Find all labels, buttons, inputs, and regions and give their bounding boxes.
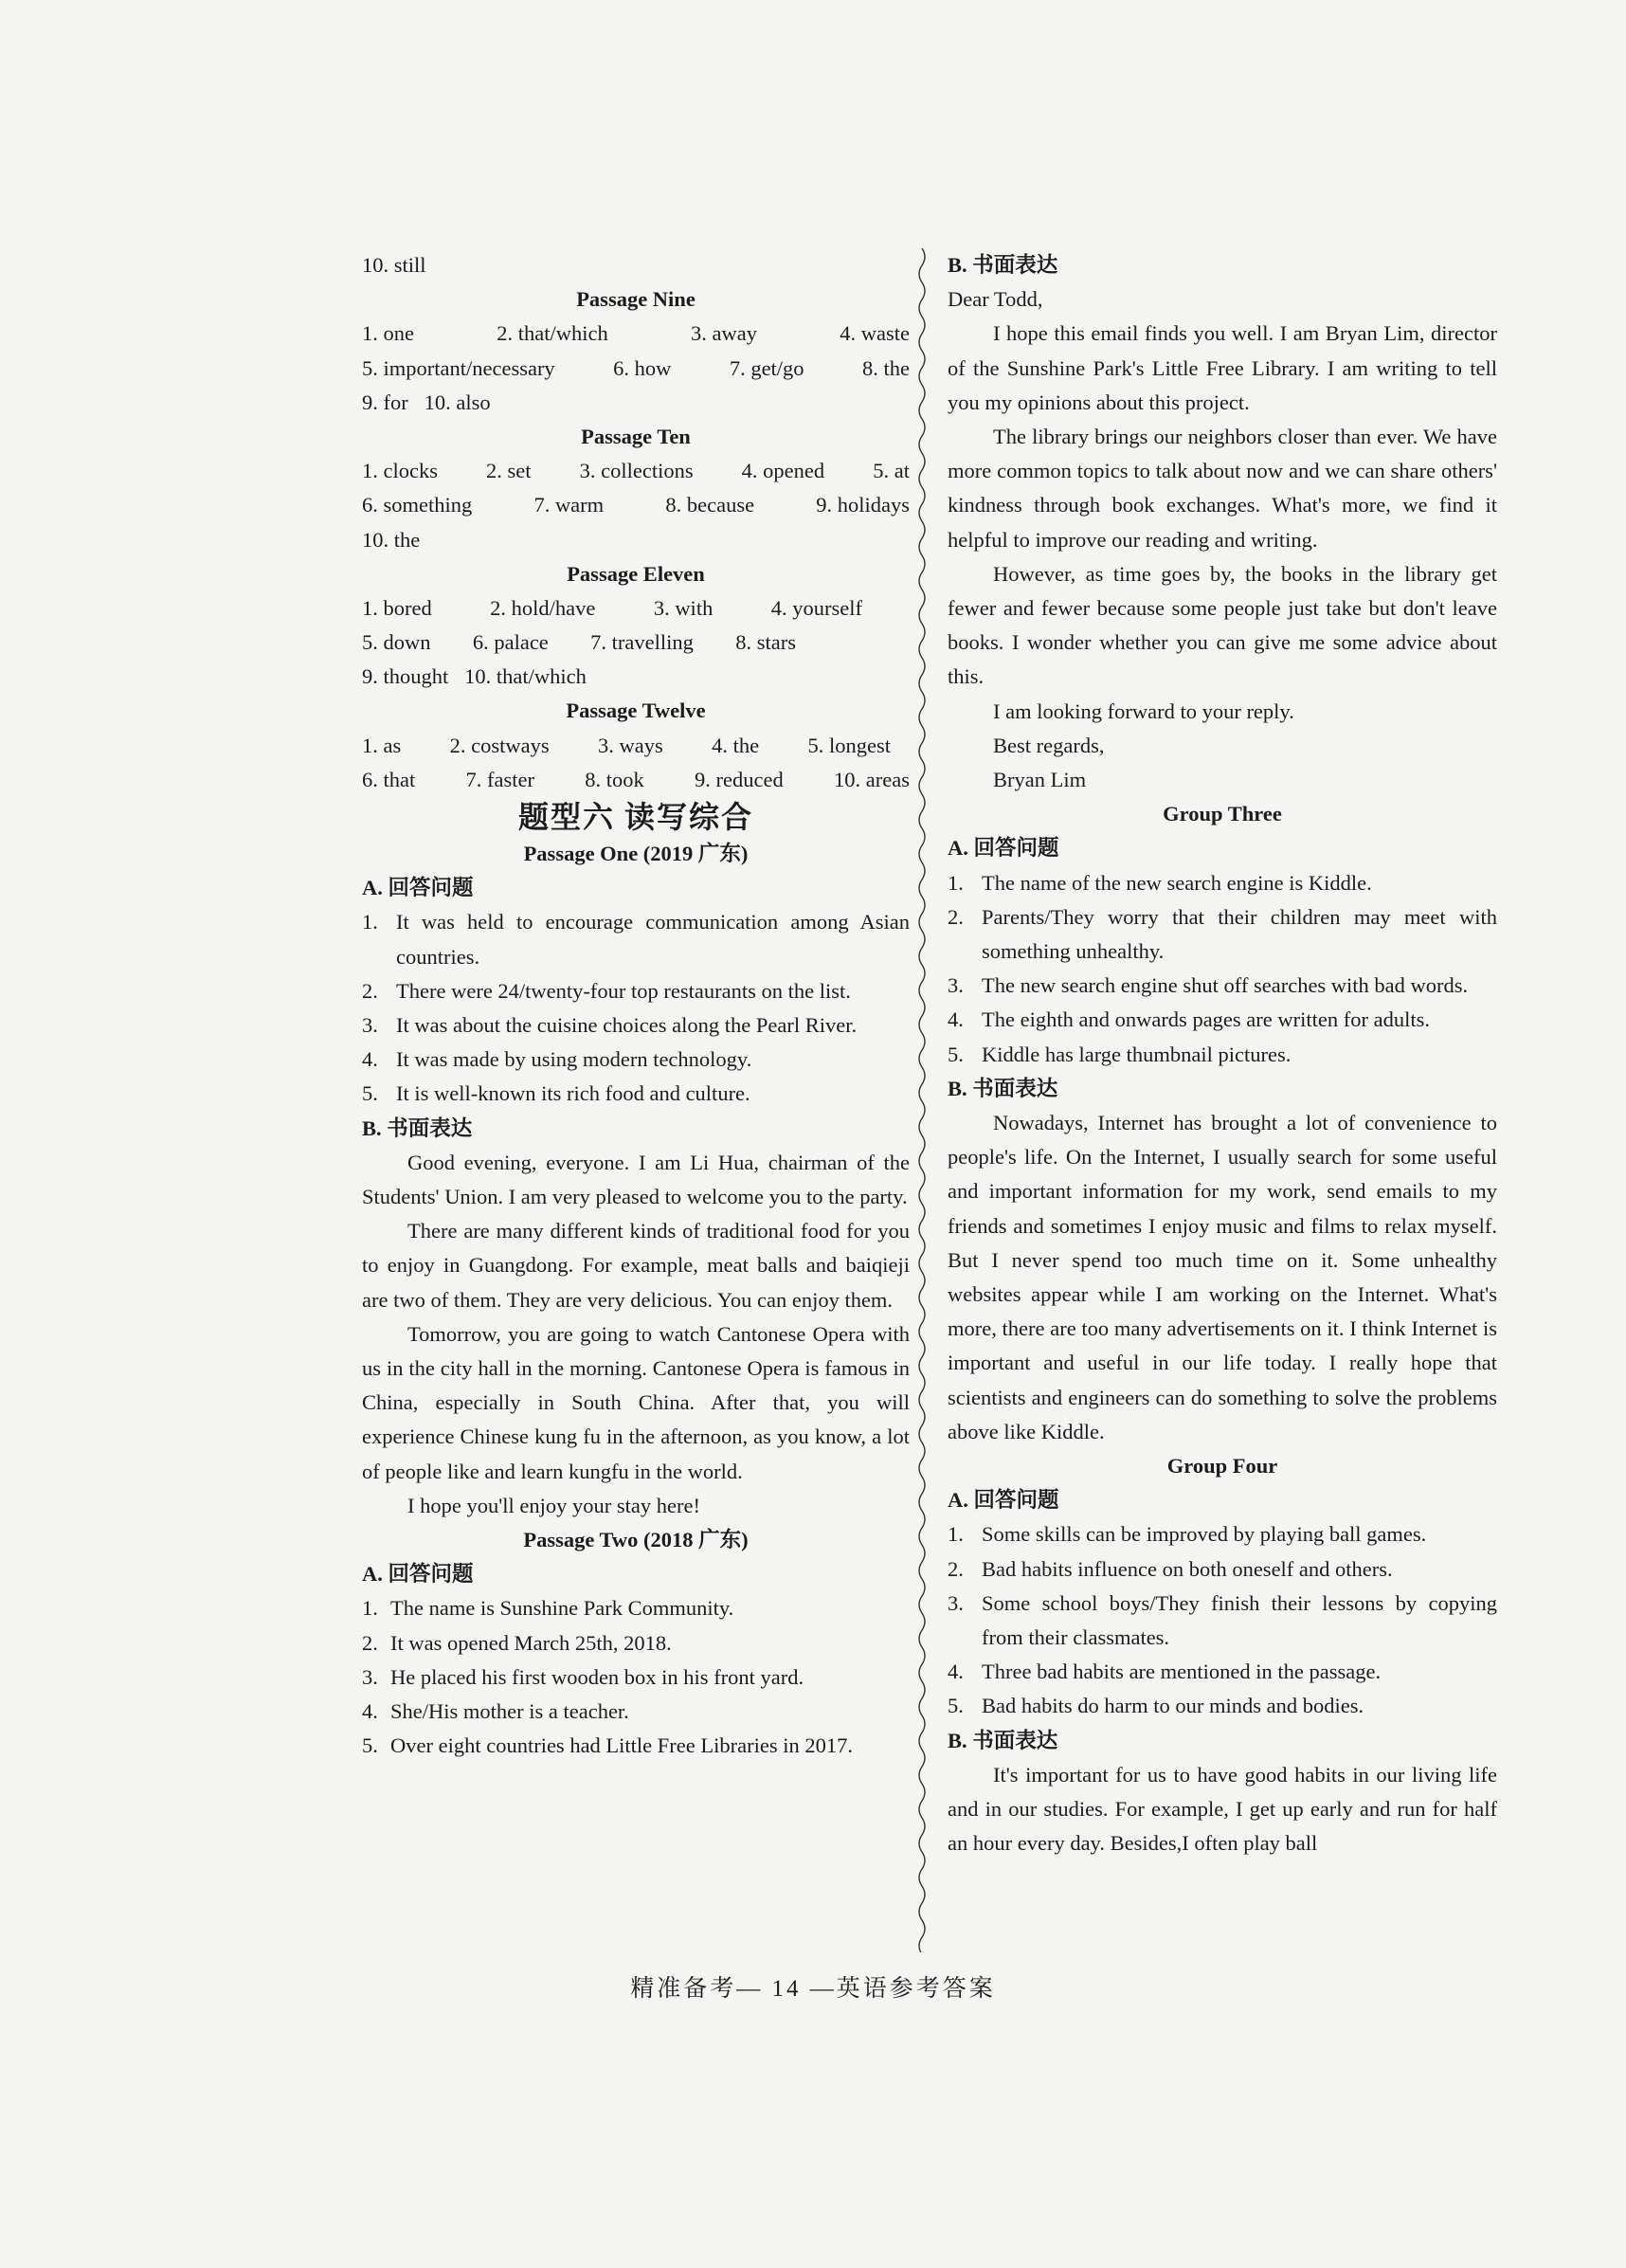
answer-row [362,317,910,351]
passage-ten-title: Passage Ten [581,424,691,448]
answer-cell: 8. took [585,767,644,791]
answer-cell: 7. travelling [590,630,694,655]
answer-cell: 9. reduced [695,767,784,791]
item-number: 1. [948,870,964,895]
answer-row [362,660,910,694]
item-text: Three bad habits are mentioned in the passage. [982,1660,1382,1684]
answer-cell: 1. as [362,733,402,757]
item-number: 4. [362,1047,378,1072]
item-text: The name of the new search engine is Kiddle. [982,870,1372,895]
list-item [948,1655,1497,1689]
item-number: 2. [948,904,964,929]
item-number: 3. [362,1012,378,1037]
part-a-label: A. 回答问题 [362,876,474,900]
letter-paragraph: However, as time goes by, the books in the library get fewer and fewer because some people just take but don't leave books. I wonder whether you can give me some advice about this. [948,561,1497,689]
answer-cell: 8. because [665,493,755,517]
answer-cell: 4. the [712,733,760,757]
essay-paragraph: Tomorrow, you are going to watch Cantonese Opera with us in the city hall in the morning. Cantonese Opera is famous in China, especially in South China. After that, you will experience Chinese kung fu in the afternoon, as you know, a lot of people like and learn kungfu in the world. [362,1321,910,1483]
item-text: The name is Sunshine Park Community. [390,1596,734,1621]
answer-cell: 4. opened [741,459,825,483]
item-text: It is well-known its rich food and culture. [396,1081,750,1106]
answer-cell: 3. ways [598,733,663,757]
part-a-label: A. 回答问题 [948,836,1059,861]
list-item [948,1689,1497,1723]
answer-cell: 3. with [653,595,714,620]
list-item [362,1626,910,1660]
answer-row [362,626,910,660]
list-item [948,1587,1497,1655]
answer-cell: 1. one [362,321,414,346]
part-b-label: B. 书面表达 [948,1728,1058,1752]
item-text: He placed his first wooden box in his front yard. [390,1664,804,1689]
item-text: The eighth and onwards pages are written for adults. [982,1007,1430,1032]
answer-cell: 2. hold/have [490,595,596,620]
list-item [362,1695,910,1729]
answer-cell: 9. holidays [816,493,910,517]
answer-cell: 2. that/which [497,321,608,346]
answer-cell: 5. important/necessary [362,355,555,380]
answer-row [362,729,910,763]
list-item [362,1729,910,1763]
essay-paragraph: It's important for us to have good habits in our living life and in our studies. For example, I get up early and run for half an hour every day. Besides,I often play ball [948,1762,1497,1856]
item-number: 1. [948,1522,964,1547]
item-number: 1. [362,910,378,934]
letter-signature: Bryan Lim [993,768,1087,791]
passage-eleven-title: Passage Eleven [567,561,705,586]
list-item [948,866,1497,900]
column-divider [912,248,931,1952]
answer-cell: 3. away [691,321,757,346]
list-item [362,974,910,1008]
item-text: Bad habits influence on both oneself and others. [982,1556,1393,1581]
group-three-title: Group Three [1163,802,1282,826]
answer-row [362,352,910,386]
passage-two-title: Passage Two (2018 广东) [523,1528,749,1552]
item-number: 3. [948,973,964,998]
essay-paragraph: I hope you'll enjoy your stay here! [407,1493,700,1517]
answer-cell: 9. for [362,390,408,414]
answer-cell: 2. costways [449,733,550,757]
list-item [948,1552,1497,1587]
item-number: 5. [948,1042,964,1066]
item-number: 5. [362,1733,378,1758]
list-item [948,1003,1497,1037]
item-number: 3. [362,1664,378,1689]
answer-cell: 7. get/go [729,355,804,380]
part-b-label: B. 书面表达 [948,1076,1058,1100]
list-item [362,1008,910,1043]
item-text: The new search engine shut off searches with bad words. [982,973,1469,998]
list-item [362,905,910,973]
item-number: 5. [948,1694,964,1718]
list-item [362,1591,910,1625]
letter-closing: Best regards, [993,733,1105,757]
answer-cell: 5. at [873,459,910,483]
answer-cell: 8. the [862,355,910,380]
list-item [948,900,1497,969]
answer-cell: 6. how [613,355,672,380]
item-number: 4. [948,1660,964,1684]
passage-twelve-title: Passage Twelve [566,699,706,723]
item-text: It was about the cuisine choices along the Pearl River. [396,1012,858,1037]
answer-row [362,591,910,626]
letter-paragraph: I am looking forward to your reply. [993,699,1294,723]
item-number: 4. [948,1007,964,1032]
item-number: 5. [362,1081,378,1106]
item-number: 3. [948,1590,964,1615]
essay-paragraph: There are many different kinds of traditional food for you to enjoy in Guangdong. For example, meat balls and baiqieji are two of them. They are very delicious. You can enjoy them. [362,1219,910,1312]
item-text: Some school boys/They finish their lessons by copying from their classmates. [982,1590,1497,1649]
item-text: She/His mother is a teacher. [390,1699,629,1723]
passage-nine-title: Passage Nine [576,287,696,312]
part-a-label: A. 回答问题 [362,1562,474,1587]
item-text: Over eight countries had Little Free Libraries in 2017. [390,1733,853,1758]
item-text: There were 24/twenty-four top restaurants on the list. [396,978,851,1003]
answer-row [362,454,910,488]
part-a-label: A. 回答问题 [948,1488,1059,1513]
answer-cell: 10. areas [834,767,910,791]
list-item [948,969,1497,1003]
item-text: Bad habits do harm to our minds and bodies. [982,1694,1364,1718]
part-b-label: B. 书面表达 [362,1116,473,1140]
list-item [362,1043,910,1077]
list-item [362,1660,910,1695]
item-text: It was held to encourage communication among Asian countries. [396,910,910,969]
answer-cell: 6. that [362,767,416,791]
item-number: 2. [362,1630,378,1655]
item-number: 2. [362,978,378,1003]
answer-cell: 5. down [362,630,431,655]
answer-line: 10. still [362,253,426,277]
answer-cell: 1. bored [362,595,432,620]
answer-cell: 1. clocks [362,459,438,483]
answer-cell: 7. faster [465,767,534,791]
answer-cell: 5. longest [807,733,891,757]
item-number: 1. [362,1596,378,1621]
list-item [362,1077,910,1111]
letter-paragraph: I hope this email finds you well. I am Bryan Lim, director of the Sunshine Park's Little Free Library. I am writing to tell you my opinions about this project. [948,321,1497,414]
group-four-title: Group Four [1166,1454,1278,1478]
answer-row [362,763,910,797]
answer-cell: 4. waste [840,321,910,346]
letter-salutation: Dear Todd, [948,287,1043,312]
answer-cell: 6. something [362,493,473,517]
item-text: It was made by using modern technology. [396,1047,752,1072]
answer-cell: 7. warm [533,493,605,517]
page-footer: 精准备考— 14 —英语参考答案 [630,1976,996,2002]
list-item [948,1517,1497,1551]
item-text: Kiddle has large thumbnail pictures. [982,1042,1292,1066]
item-text: Parents/They worry that their children may meet with something unhealthy. [982,904,1497,963]
item-text: It was opened March 25th, 2018. [390,1630,672,1655]
answer-cell: 9. thought [362,664,449,689]
letter-paragraph: The library brings our neighbors closer than ever. We have more common topics to talk about now and we can share others' kindness through book exchanges. What's more, we find it helpful to improve our reading and writing. [948,424,1497,552]
answer-line: 10. the [362,527,421,552]
answer-row [362,488,910,522]
item-number: 4. [362,1699,378,1723]
left-column [362,248,910,1763]
answer-cell: 8. stars [735,630,796,655]
essay-paragraph: Nowadays, Internet has brought a lot of convenience to people's life. On the Internet, I usually search for some useful and important information for my work, send emails to my friends and sometimes I enjoy music and films to relax myself. But I never spend too much time on it. Some unhealthy websites appear while I am working on the Internet. What's more, there are too many advertisements on it. I think Internet is important and useful in our life today. I really hope that scientists and engineers can do something to solve the problems above like Kiddle. [948,1110,1497,1443]
item-text: Some skills can be improved by playing ball games. [982,1522,1427,1547]
right-column [948,248,1497,1860]
list-item [948,1038,1497,1072]
answer-cell: 6. palace [472,630,549,655]
section-title: 题型六 读写综合 [517,800,753,834]
answer-cell: 2. set [486,459,532,483]
answer-cell: 10. also [424,390,491,414]
passage-one-title: Passage One (2019 广东) [523,842,749,865]
answer-cell: 4. yourself [770,595,862,620]
answer-cell: 3. collections [579,459,694,483]
part-b-label: B. 书面表达 [948,253,1058,277]
answer-cell: 10. that/which [464,664,587,689]
item-number: 2. [948,1556,964,1581]
essay-paragraph: Good evening, everyone. I am Li Hua, chairman of the Students' Union. I am very pleased to welcome you to the party. [362,1150,910,1208]
answer-row [362,386,910,420]
